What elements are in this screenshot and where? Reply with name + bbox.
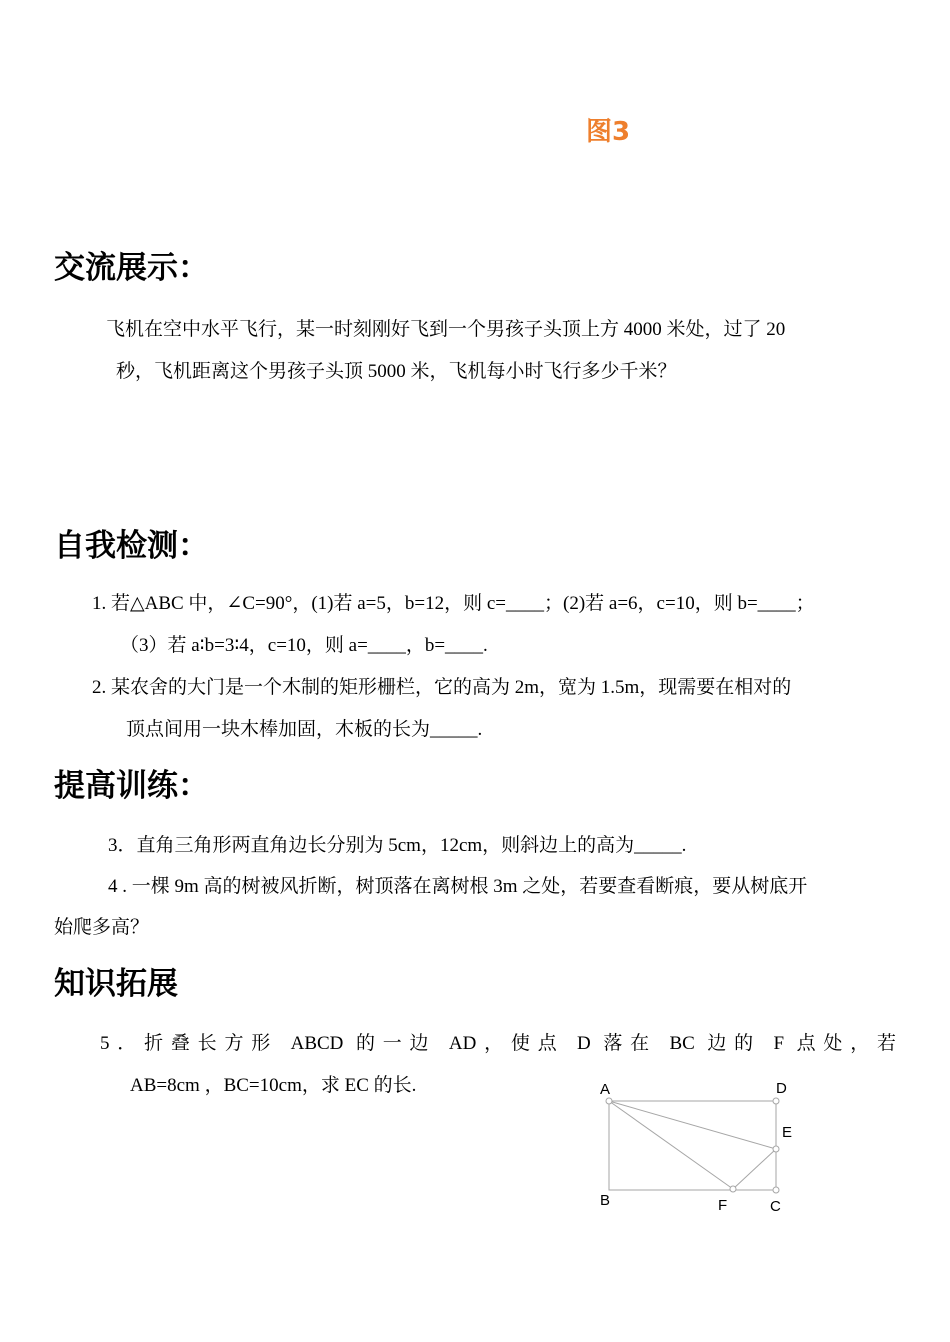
section-heading-extend: 知识拓展 [54,966,178,1002]
label-f: F [718,1197,728,1214]
label-c: C [770,1198,781,1215]
question-4-line-1: 4 . 一棵 9m 高的树被风折断，树顶落在离树根 3m 之处，若要查看断痕，要从树底开 [108,876,808,897]
question-1-line-2: （3）若 a∶b=3∶4，c=10，则 a=____，b=____. [120,635,488,656]
point-f [730,1186,736,1192]
segment-ae [609,1101,776,1149]
section-heading-self-test: 自我检测： [54,528,209,564]
folded-rectangle-diagram [590,1074,810,1224]
exchange-text-line-2: 秒，飞机距离这个男孩子头顶 5000 米，飞机每小时飞行多少千米？ [116,361,677,382]
segment-af [609,1101,733,1189]
question-5-line-2: AB=8cm ，BC=10cm，求 EC 的长. [130,1075,417,1096]
point-d [773,1098,779,1104]
point-c [773,1187,779,1193]
label-e: E [782,1124,793,1141]
question-5-line-1: 5．折叠长方形 ABCD 的一边 AD，使点 D 落在 BC 边的 F 点处，若 [100,1033,896,1054]
point-e [773,1146,779,1152]
question-2-line-1: 2. 某农舍的大门是一个木制的矩形栅栏，它的高为 2m，宽为 1.5m，现需要在相对的 [92,677,792,698]
point-a [606,1098,612,1104]
question-3: 3．直角三角形两直角边长分别为 5cm，12cm，则斜边上的高为_____. [108,835,687,856]
label-d: D [776,1080,787,1097]
question-4-line-2: 始爬多高？ [54,917,150,938]
figure-caption: 图3 [586,117,631,147]
question-1-line-1: 1. 若△ABC 中，∠C=90°，(1)若 a=5，b=12，则 c=____；(2)若 a=6，c=10，则 b=____； [92,593,815,614]
question-2-line-2: 顶点间用一块木棒加固，木板的长为_____. [126,719,483,740]
rectangle-abcd [609,1101,776,1190]
label-b: B [600,1192,611,1209]
exchange-text-line-1: 飞机在空中水平飞行，某一时刻刚好飞到一个男孩子头顶上方 4000 米处，过了 20 [106,319,786,340]
section-heading-improve: 提高训练： [54,768,209,804]
section-heading-exchange: 交流展示： [54,250,209,286]
segment-fe [733,1149,776,1189]
label-a: A [600,1081,611,1098]
